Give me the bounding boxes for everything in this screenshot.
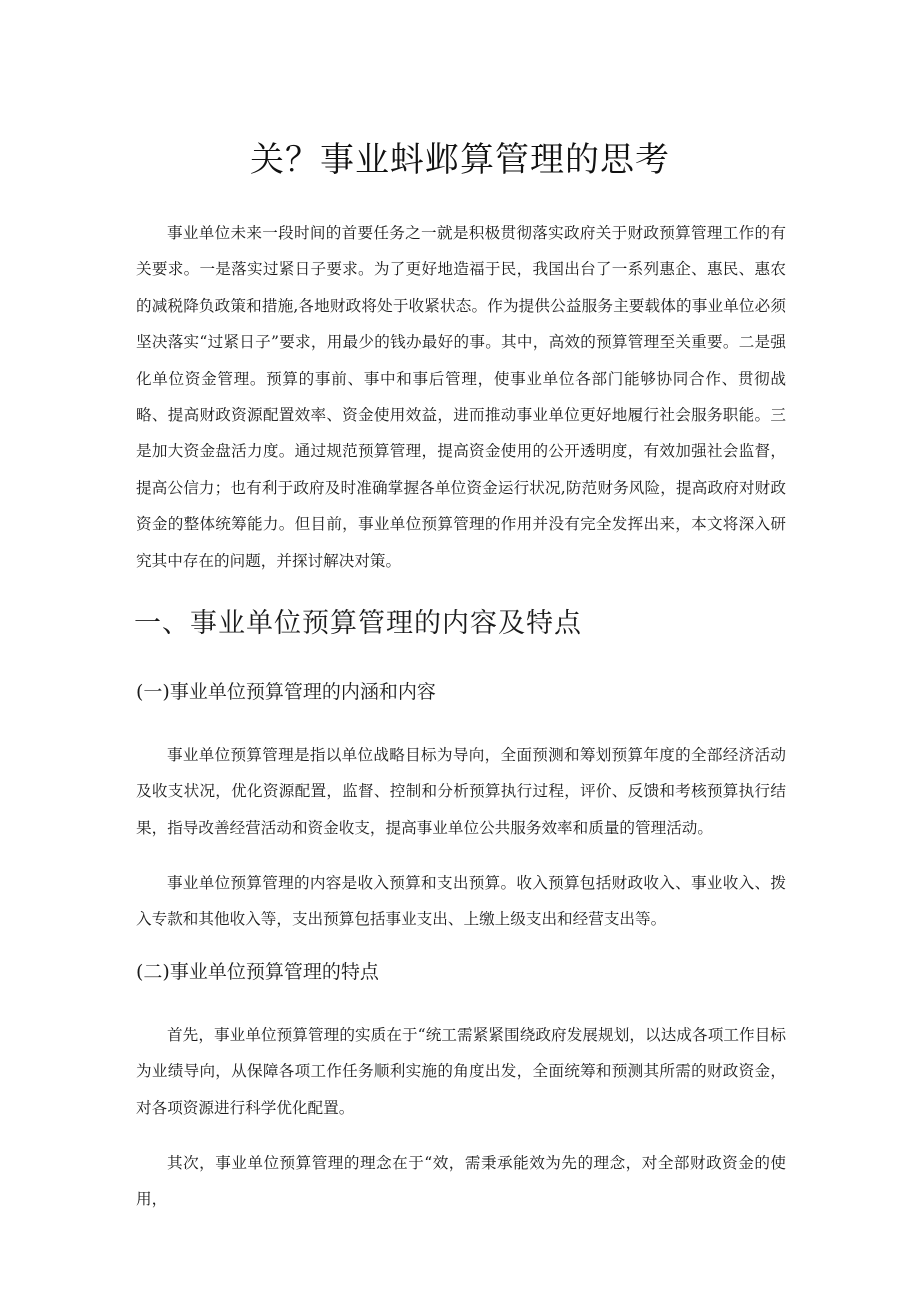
intro-paragraph: 事业单位未来一段时间的首要任务之一就是积极贯彻落实政府关于财政预算管理工作的有关要求。一是落实过紧日子要求。为了更好地造福于民，我国出台了一系列惠企、惠民、惠农的减税降负政策和措施,各地财政将处于收紧状态。作为提供公益服务主要载体的事业单位必须坚决落实“过紧日子”要求，用最少的钱办最好的事。其中，高效的预算管理至关重要。二是强化单位资金管理。预算的事前、事中和事后管理，使事业单位各部门能够协同合作、贯彻战略、提高财政资源配置效率、资金使用效益，进而推动事业单位更好地履行社会服务职能。三是加大资金盘活力度。通过规范预算管理，提高资金使用的公开透明度，有效加强社会监督，提高公信力；也有利于政府及时准确掌握各单位资金运行状况,防范财务风险，提高政府对财政资金的整体统筹能力。但目前，事业单位预算管理的作用并没有完全发挥出来，本文将深入研究其中存在的问题，并探讨解决对策。 — [136, 224, 786, 570]
subsection-1-paragraph-1: 事业单位预算管理是指以单位战略目标为导向，全面预测和筹划预算年度的全部经济活动及收支状况，优化资源配置，监督、控制和分析预算执行过程，评价、反馈和考核预算执行结果，指导改善经营活动和资金收支，提高事业单位公共服务效率和质量的管理活动。 — [136, 746, 786, 837]
subsection-1-heading: (一)事业单位预算管理的内涵和内容 — [136, 681, 436, 703]
subsection-2-paragraph-2: 其次，事业单位预算管理的理念在于“效，需秉承能效为先的理念，对全部财政资金的使用， — [136, 1154, 786, 1209]
subsection-2-heading: (二)事业单位预算管理的特点 — [136, 961, 379, 983]
subsection-1-paragraph-2: 事业单位预算管理的内容是收入预算和支出预算。收入预算包括财政收入、事业收入、拨入专款和其他收入等，支出预算包括事业支出、上缴上级支出和经营支出等。 — [136, 874, 786, 929]
section-1-heading: 一、事业单位预算管理的内容及特点 — [134, 608, 582, 639]
document-title: 关？事业蚪邺算管理的思考 — [250, 140, 670, 180]
subsection-2-paragraph-1: 首先，事业单位预算管理的实质在于“统工需紧紧围绕政府发展规划，以达成各项工作目标为业绩导向，从保障各项工作任务顺利实施的角度出发，全面统筹和预测其所需的财政资金，对各项资源进行科学优化配置。 — [136, 1026, 786, 1117]
